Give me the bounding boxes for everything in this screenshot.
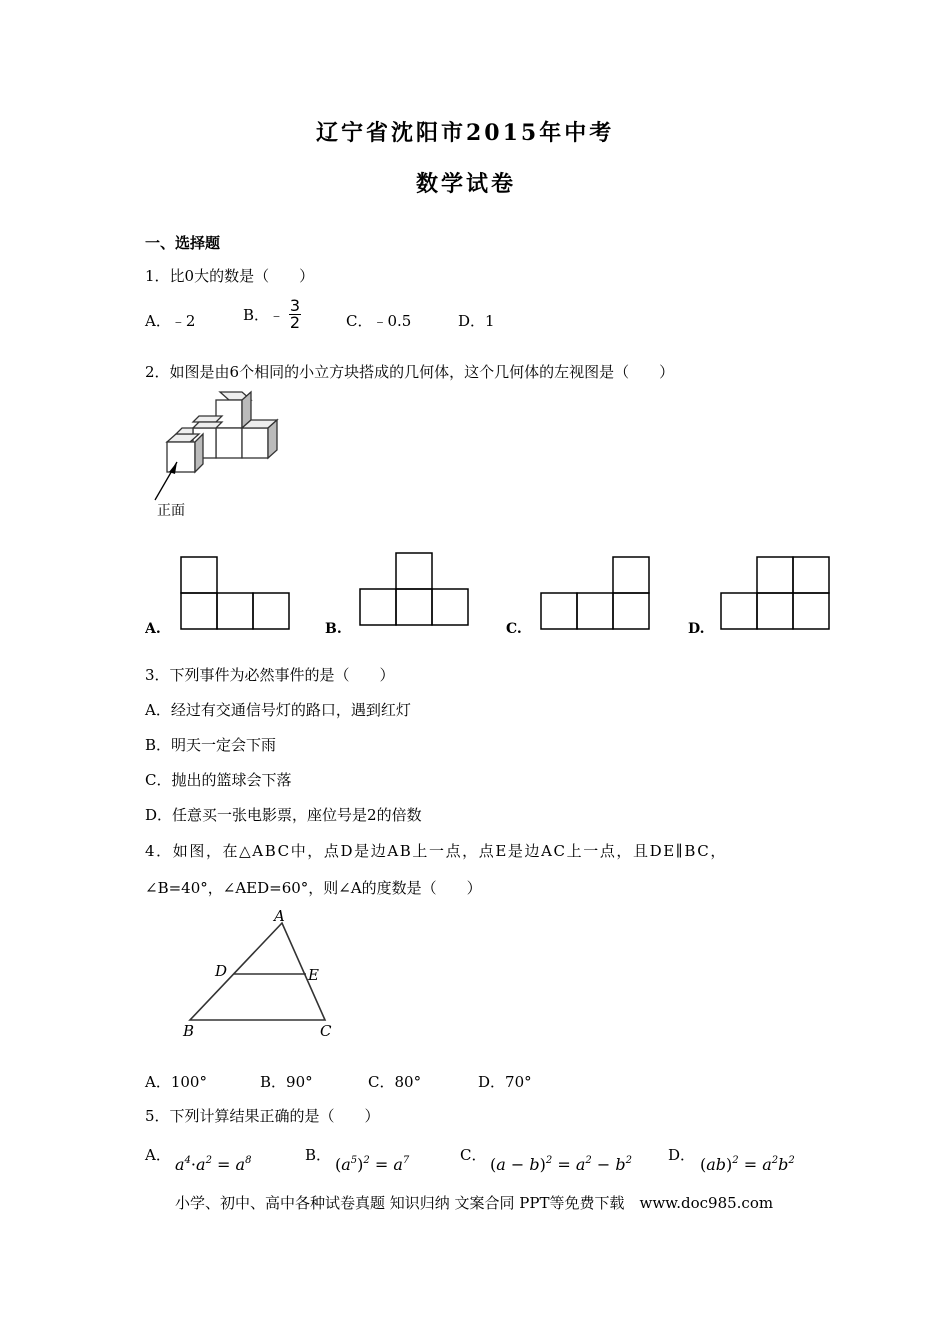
- q3-stem: 3．下列事件为必然事件的是（ ）: [145, 666, 395, 684]
- page-footer: 小学、初中、高中各种试卷真题 知识归纳 文案合同 PPT等免费下载 www.doc985.com: [175, 1194, 774, 1212]
- q4-option-a: A．100°: [145, 1073, 207, 1091]
- q4-stem-line2: ∠B=40°，∠AED=60°，则∠A的度数是（ ）: [145, 879, 482, 897]
- q3-option-d: D．任意买一张电影票，座位号是2的倍数: [145, 806, 422, 824]
- q3-option-a: A．经过有交通信号灯的路口，遇到红灯: [145, 701, 411, 719]
- q2-option-c-label: C.: [506, 621, 522, 637]
- q1-option-d: D．1: [458, 312, 495, 330]
- section-heading: 一、选择题: [145, 234, 221, 252]
- q4-triangle-figure: [175, 905, 345, 1040]
- point-e-label: E: [308, 966, 319, 984]
- q2-option-a-label: A.: [145, 621, 161, 637]
- q5-option-b-formula: $(a^5)^2 = a^7$: [335, 1155, 410, 1174]
- q1-stem: 1．比0大的数是（ ）: [145, 267, 315, 285]
- q5-option-a-formula: $a^4\cdot a^2 = a^8$: [175, 1155, 252, 1174]
- q1-option-b-prefix: B．﹣: [243, 306, 285, 324]
- q2-option-d-label: D.: [688, 621, 705, 637]
- q4-option-c: C．80°: [368, 1073, 422, 1091]
- q1-option-c: C．﹣0.5: [346, 312, 412, 330]
- q1-option-a: A．﹣2: [145, 312, 196, 330]
- q5-option-b-label: B．: [305, 1146, 332, 1164]
- q2-option-b-label: B.: [325, 621, 342, 637]
- page-title: 辽宁省沈阳市2015年中考: [316, 120, 615, 146]
- point-d-label: D: [215, 962, 228, 980]
- front-label: 正面: [157, 503, 185, 519]
- page-subtitle: 数学试卷: [416, 171, 517, 197]
- q3-option-b: B．明天一定会下雨: [145, 736, 277, 754]
- q4-option-b: B．90°: [260, 1073, 313, 1091]
- point-b-label: B: [183, 1022, 195, 1040]
- q4-stem-line1: 4．如图，在△ABC中，点D是边AB上一点，点E是边AC上一点，且DE∥BC，: [145, 842, 727, 860]
- q5-option-c-formula: $(a - b)^2 = a^2 - b^2$: [490, 1155, 632, 1174]
- q4-option-d: D．70°: [478, 1073, 532, 1091]
- q1-option-b: [243, 298, 301, 331]
- q1-fraction: [289, 298, 301, 331]
- q3-option-c: C．抛出的篮球会下落: [145, 771, 292, 789]
- fraction-numerator: 3: [289, 296, 300, 315]
- q2-stem: 2．如图是由6个相同的小立方块搭成的几何体，这个几何体的左视图是（ ）: [145, 363, 675, 381]
- point-a-label: A: [274, 907, 285, 925]
- q5-stem: 5．下列计算结果正确的是（ ）: [145, 1107, 380, 1125]
- q5-option-d-formula: $(ab)^2 = a^2b^2$: [700, 1155, 795, 1174]
- q5-option-c-label: C．: [460, 1146, 487, 1164]
- point-c-label: C: [320, 1022, 332, 1040]
- q5-option-a-label: A．: [145, 1146, 171, 1164]
- q2-options-figure: [145, 550, 845, 640]
- q5-option-d-label: D．: [668, 1146, 696, 1164]
- q2-cube-figure: [145, 390, 295, 525]
- fraction-denominator: 2: [289, 313, 300, 332]
